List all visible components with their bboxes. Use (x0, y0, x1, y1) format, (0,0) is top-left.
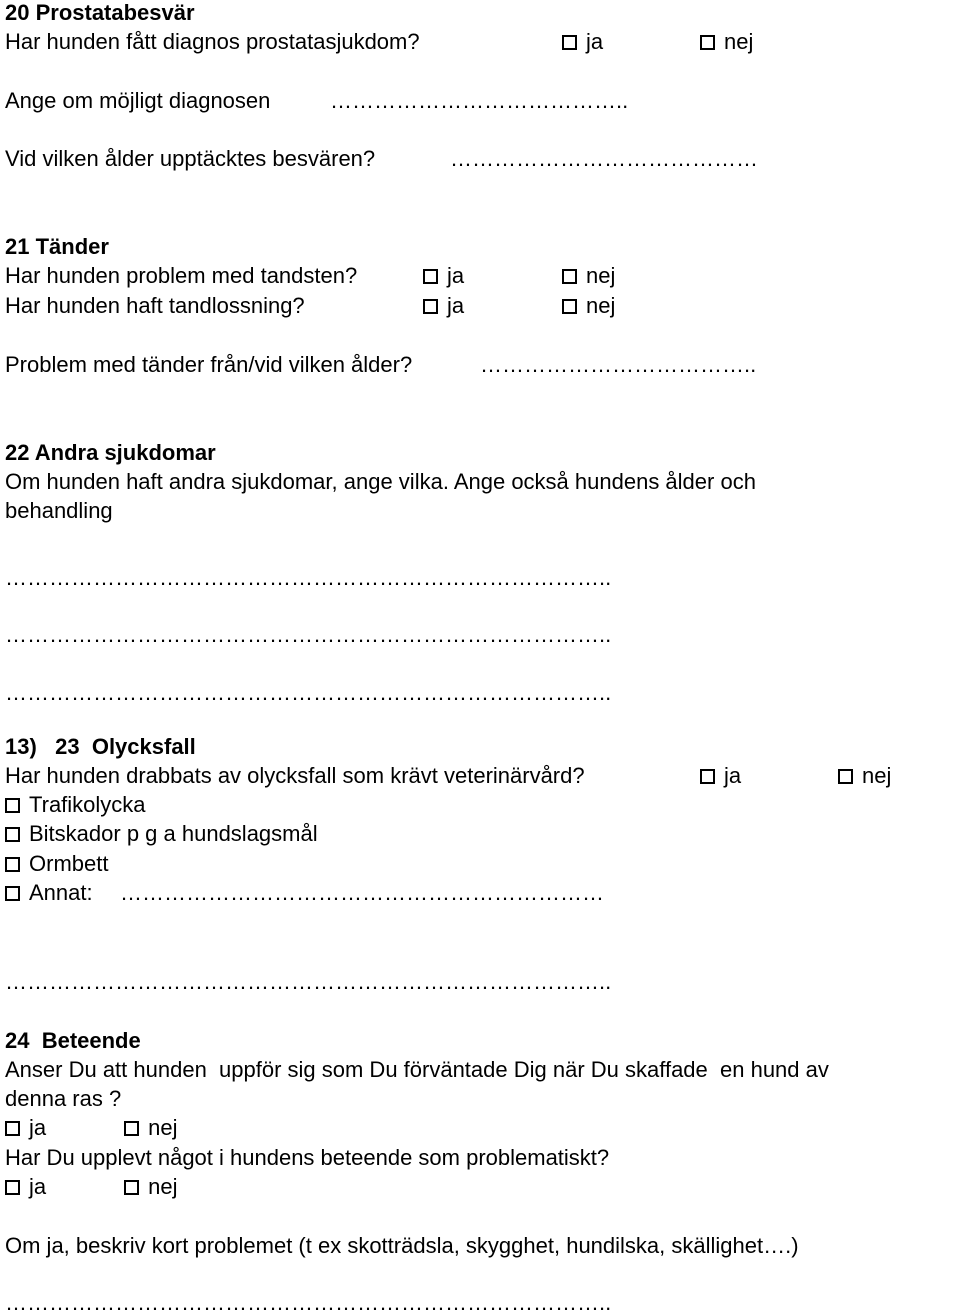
no-label: nej (862, 763, 892, 788)
question-behaviour-problem: Har Du upplevt något i hundens beteende som problematiskt? (5, 1145, 610, 1170)
checkbox-icon[interactable] (5, 1180, 20, 1195)
accident-yes-option[interactable] (700, 763, 741, 789)
checkbox-icon[interactable] (838, 769, 853, 784)
checkbox-icon[interactable] (562, 269, 577, 284)
section-24-heading: 24 Beteende (5, 1028, 141, 1053)
other-diseases-text: Om hunden haft andra sjukdomar, ange vilka. Ange också hundens ålder och (5, 469, 756, 494)
question-behaviour-expected: Anser Du att hunden uppför sig som Du förväntade Dig när Du skaffade en hund av (5, 1057, 829, 1082)
prostate-no-option[interactable] (700, 29, 753, 55)
behaviour-expected-options (5, 1115, 177, 1141)
checkbox-icon[interactable] (700, 769, 715, 784)
no-label: nej (724, 29, 754, 54)
checkbox-icon[interactable] (5, 798, 20, 813)
section-20-heading: 20 Prostatabesvär (5, 0, 195, 25)
answer-line[interactable]: ……………………………………………………………………….. (5, 622, 612, 647)
option-other[interactable] (5, 880, 93, 906)
question-behaviour-expected-cont: denna ras ? (5, 1086, 122, 1111)
question-diagnosis-name: Ange om möjligt diagnosen (5, 88, 271, 113)
checkbox-icon[interactable] (562, 35, 577, 50)
other-diseases-text-cont: behandling (5, 498, 113, 523)
option-traffic-accident[interactable] (5, 792, 146, 818)
problem-yes-option[interactable] (5, 1174, 46, 1199)
no-label: nej (148, 1174, 178, 1199)
section-23-heading: 13) 23 Olycksfall (5, 734, 196, 759)
behaviour-no-option[interactable] (124, 1115, 177, 1140)
option-bite-injury[interactable] (5, 821, 318, 847)
yes-label: ja (724, 763, 742, 788)
question-tooth-loss: Har hunden haft tandlossning? (5, 293, 305, 318)
yes-label: ja (29, 1115, 47, 1140)
section-22-heading: 22 Andra sjukdomar (5, 440, 216, 465)
answer-line[interactable]: ……………………………….. (480, 352, 757, 377)
yes-label: ja (586, 29, 604, 54)
question-prostate-diagnosis: Har hunden fått diagnos prostatasjukdom? (5, 29, 420, 54)
accident-no-option[interactable] (838, 763, 891, 789)
no-label: nej (586, 263, 616, 288)
answer-line[interactable]: ……………………………………………………………………….. (5, 565, 612, 590)
checkbox-icon[interactable] (124, 1121, 139, 1136)
checkbox-icon[interactable] (562, 299, 577, 314)
prostate-yes-option[interactable] (562, 29, 603, 55)
toothloss-yes-option[interactable] (423, 293, 464, 319)
option-label: Ormbett (29, 851, 109, 876)
toothloss-no-option[interactable] (562, 293, 615, 319)
answer-line[interactable]: …………………………………… (450, 146, 758, 171)
no-label: nej (148, 1115, 178, 1140)
option-label: Annat: (29, 880, 93, 905)
yes-label: ja (447, 263, 465, 288)
question-age-noticed: Vid vilken ålder upptäcktes besvären? (5, 146, 376, 171)
question-tartar: Har hunden problem med tandsten? (5, 263, 358, 288)
tartar-no-option[interactable] (562, 263, 615, 289)
checkbox-icon[interactable] (5, 886, 20, 901)
question-teeth-age: Problem med tänder från/vid vilken ålder? (5, 352, 413, 377)
checkbox-icon[interactable] (423, 269, 438, 284)
question-accident: Har hunden drabbats av olycksfall som krävt veterinärvård? (5, 763, 585, 788)
problem-no-option[interactable] (124, 1174, 177, 1199)
answer-line[interactable]: ……………………………………………………………………….. (5, 969, 612, 994)
checkbox-icon[interactable] (5, 1121, 20, 1136)
no-label: nej (586, 293, 616, 318)
answer-line[interactable]: ………………………………….. (330, 88, 629, 113)
behaviour-yes-option[interactable] (5, 1115, 46, 1140)
checkbox-icon[interactable] (5, 827, 20, 842)
checkbox-icon[interactable] (124, 1180, 139, 1195)
option-label: Trafikolycka (29, 792, 146, 817)
yes-label: ja (447, 293, 465, 318)
section-21-heading: 21 Tänder (5, 234, 109, 259)
question-describe-problem: Om ja, beskriv kort problemet (t ex skotträdsla, skygghet, hundilska, skällighet….) (5, 1233, 799, 1258)
checkbox-icon[interactable] (5, 857, 20, 872)
answer-line[interactable]: ……………………………………………………………………….. (5, 1290, 612, 1315)
checkbox-icon[interactable] (700, 35, 715, 50)
option-snake-bite[interactable] (5, 851, 108, 877)
checkbox-icon[interactable] (423, 299, 438, 314)
behaviour-problem-options (5, 1174, 177, 1200)
option-label: Bitskador p g a hundslagsmål (29, 821, 318, 846)
yes-label: ja (29, 1174, 47, 1199)
answer-line[interactable]: ……………………………………………………………………….. (5, 680, 612, 705)
tartar-yes-option[interactable] (423, 263, 464, 289)
answer-line[interactable]: ………………………………………………………… (120, 880, 604, 905)
